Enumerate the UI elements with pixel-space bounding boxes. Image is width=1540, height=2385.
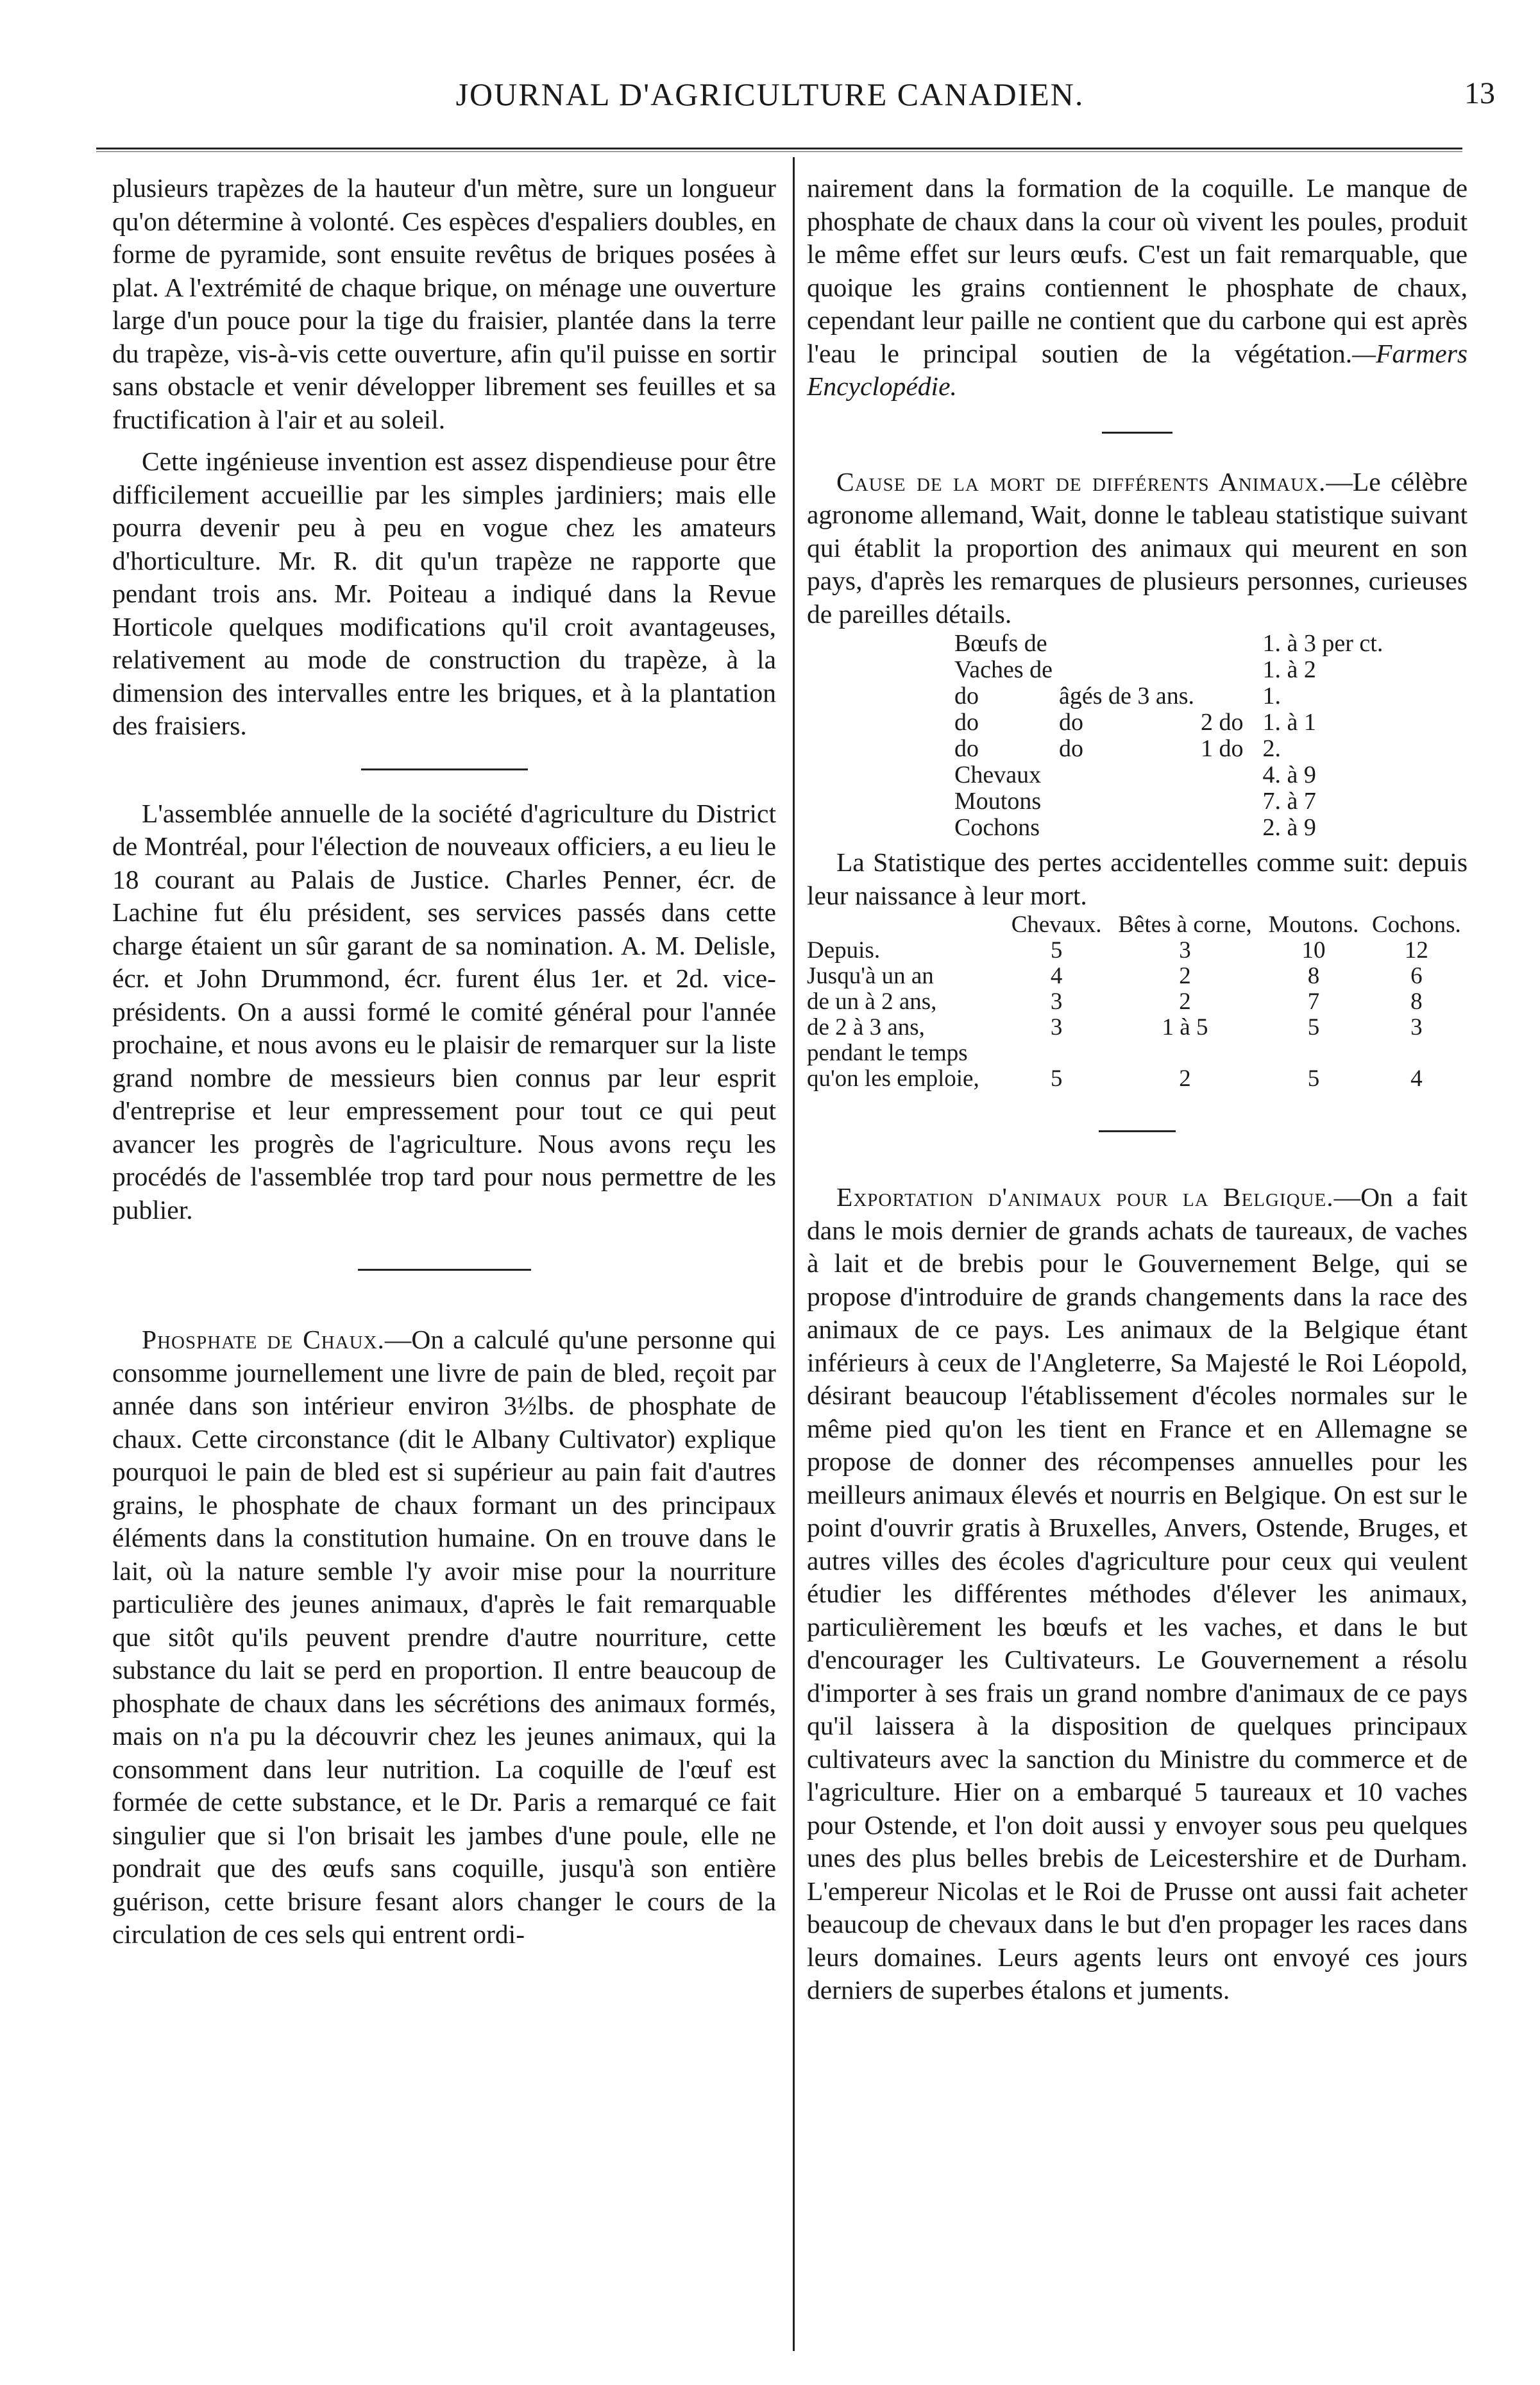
losses-cell: 10 (1301, 937, 1326, 963)
mortality-cell: 4. à 9 (1262, 761, 1316, 788)
losses-cell (1108, 1040, 1262, 1066)
section-divider (358, 1269, 531, 1271)
mortality-row (954, 815, 1389, 841)
mortality-cell: 1. (1262, 683, 1282, 709)
losses-cell: 5 (1307, 1065, 1320, 1092)
right-column (807, 172, 1468, 2007)
losses-cell: 3 (1050, 1014, 1063, 1040)
mortality-row (954, 762, 1389, 788)
accident-statistics-intro: La Statistique des pertes accidentelles comme suit: depuis leur naissance à leur mort. (807, 847, 1468, 910)
mortality-cell (1059, 788, 1201, 815)
mortality-cell: do (1058, 709, 1083, 736)
mortality-cell (1059, 815, 1201, 841)
mortality-cell: 1. à 2 (1262, 656, 1316, 683)
mortality-cell: âgés de 3 ans. (1058, 683, 1195, 709)
losses-row (807, 938, 1468, 963)
mortality-cell: 1 do (1201, 735, 1244, 762)
mortality-cell: do (954, 709, 979, 736)
mortality-table (954, 631, 1389, 841)
mortality-cell: do (954, 735, 979, 762)
losses-cell (1262, 1040, 1366, 1066)
losses-row (807, 963, 1468, 989)
mortality-cell (1201, 631, 1250, 657)
losses-cell (1004, 1040, 1108, 1066)
mortality-cell: Bœufs de (954, 630, 1047, 657)
losses-row (807, 1066, 1468, 1092)
article-phosphate-de-chaux (112, 1323, 776, 1951)
article-body: —Le célèbre agronome allemand, Wait, donne le tableau statistique suivant qui établit la proportion des animaux qui meurent en son pays, d'après les remarques de plusieurs personnes, curieuses de pareilles détails. (807, 466, 1468, 629)
losses-row (807, 1040, 1468, 1066)
article-heading: Phosphate de Chaux. (142, 1325, 385, 1354)
mortality-cell (1201, 762, 1250, 788)
mortality-row (954, 788, 1389, 815)
section-divider (1099, 1130, 1176, 1132)
mortality-cell: 7. à 7 (1262, 788, 1316, 815)
mortality-cell: do (1058, 735, 1083, 762)
article-heading: Cause de la mort de différents Animaux. (836, 466, 1326, 497)
losses-cell: pendant le temps (807, 1040, 968, 1066)
mortality-row (954, 736, 1389, 762)
mortality-cell (1201, 788, 1250, 815)
losses-cell: 3 (1050, 989, 1063, 1015)
left-column (112, 172, 776, 1951)
mortality-cell: Moutons (954, 788, 1042, 815)
page-header (0, 76, 1540, 121)
mortality-cell: 1. à 1 (1262, 709, 1316, 736)
section-divider (1102, 432, 1172, 434)
mortality-cell (1059, 631, 1201, 657)
page-number: 13 (1464, 76, 1495, 110)
mortality-cell: Vaches de (954, 656, 1053, 683)
column-separator (793, 157, 795, 2351)
mortality-cell: 2. (1262, 735, 1282, 762)
article-exportation-belgique (807, 1181, 1468, 2007)
losses-row (807, 1015, 1468, 1040)
losses-header-cell: Bêtes à corne, (1118, 912, 1252, 938)
losses-cell: 8 (1307, 963, 1320, 989)
mortality-cell (1059, 657, 1201, 683)
section-divider (361, 768, 528, 770)
losses-cell: qu'on les emploie, (807, 1065, 979, 1092)
losses-cell: 8 (1410, 989, 1423, 1015)
journal-title: JOURNAL D'AGRICULTURE CANADIEN. (455, 76, 1085, 112)
article-assemblee-annuelle: L'assemblée annuelle de la société d'agriculture du District de Montréal, pour l'élection de nouveaux officiers, a eu lieu le 18 courant au Palais de Justice. Charles Penner, écr. de Lachine fut élu président, ses services passés dans cette charge étaient un sûr garant de sa nomination. A. M. Delisle, écr. et John Drummond, écr. furent élus 1er. et 2d. vice-présidents. On a aussi formé le comité général pour l'année prochaine, et nous avons eu le plaisir de remarquer sur la liste grand nombre de messieurs bien connus par leur esprit d'entreprise et leur empressement pour tout ce qui peut avancer les progrès de l'agriculture. Nous avons reçu les procédés de l'assemblée trop tard pour nous permettre de les publier. (112, 798, 776, 1225)
article-source: —Farmers Encyclopédie. (807, 338, 1468, 401)
losses-cell: 3 (1179, 937, 1191, 963)
article-body: —On a fait dans le mois dernier de grands achats de taureaux, de vaches à lait et de brebis pour le Gouvernement Belge, qui se propose d'introduire de grands changements dans la race des animaux de ce pays. Les animaux de la Belgique étant inférieurs à ceux de l'Angleterre, Sa Majesté le Roi Léopold, désirant beaucoup l'établissement d'écoles normales sur le même pied qu'on les tient en France et en Allemagne se propose de donner des récompenses annuelles pour les meilleurs animaux élevés et nourris en Belgique. On est sur le point d'ouvrir gratis à Bruxelles, Anvers, Ostende, Bruges, et autres villes des écoles d'agriculture pour ceux qui veulent étudier les différentes méthodes d'élever les animaux, particulièrement les bœufs et les vaches, et dans le but d'encourager les Cultivateurs. Le Gouvernement a résolu d'importer à ses frais un grand nombre d'animaux de ce pays qu'il laissera à la disposition de quelques principaux cultivateurs avec la sanction du Ministre du commerce et de l'agriculture. Hier on a embarqué 5 taureaux et 10 vaches pour Ostende, et l'on doit aussi y envoyer sous peu quelques unes des plus belles brebis de Leicestershire et de Durham. L'empereur Nicolas et le Roi de Prusse ont aussi fait acheter beaucoup de chevaux dans le but d'en propager les races dans leurs domaines. Leurs agents leurs ont envoyé ces jours derniers de superbes étalons et juments. (807, 1182, 1468, 2005)
losses-header-cell: Cochons. (1372, 912, 1461, 938)
losses-cell: 12 (1404, 937, 1428, 963)
mortality-cell: Chevaux (954, 761, 1042, 788)
accident-losses-table (807, 912, 1468, 1092)
mortality-row (954, 683, 1389, 709)
article-fraisiers-end: plusieurs trapèzes de la hauteur d'un mètre, sure un longueur qu'on détermine à volonté. Ces espèces d'espaliers doubles, en forme de pyramide, sont ensuite revêtus de briques posées à plat. A l'extrémité de chaque brique, on ménage une ouverture large d'un pouce pour la tige du fraisier, plantée dans la terre du trapèze, vis-à-vis cette ouverture, afin qu'il puisse en sortir sans obstacle et venir développer librement ses feuilles et sa fructification à l'air et au soleil. (112, 173, 776, 434)
losses-cell: de 2 à 3 ans, (807, 1014, 925, 1040)
losses-header-cell (807, 912, 1004, 938)
mortality-cell: 1. à 3 per ct. (1262, 630, 1383, 657)
mortality-cell: Cochons (954, 814, 1040, 841)
losses-cell: 1 à 5 (1162, 1014, 1208, 1040)
article-body: nairement dans la formation de la coquille. Le manque de phosphate de chaux dans la cour où vivent les poules, produit le même effet sur leurs œufs. C'est un fait remarquable, que quoique les grains contiennent le phosphate de chaux, cependant leur paille ne contient que du carbone qui est après l'eau le principal soutien de la végétation. (807, 173, 1468, 368)
header-rule (96, 148, 1462, 152)
losses-cell: Depuis. (807, 937, 881, 963)
losses-cell: 4 (1410, 1065, 1423, 1092)
mortality-cell (1201, 683, 1250, 709)
article-body: —On a calculé qu'une personne qui consomme journellement une livre de pain de bled, reçoit par année dans son intérieur environ 3½lbs. de phosphate de chaux. Cette circonstance (dit le Albany Cultivator) explique pourquoi le pain de bled est si supérieur au pain fait d'autres grains, le phosphate de chaux formant un des principaux éléments dans la constitution humaine. On en trouve dans le lait, où la nature semble l'y avoir mise pour la nourriture particulière des jeunes animaux, d'après le fait remarquable que sitôt qu'ils peuvent prendre d'autre nourriture, cette substance du lait se perd en proportion. Il entre beaucoup de phosphate de chaux dans les sécrétions des animaux formés, mais on n'a pu la découvrir chez les jeunes animaux, qui la consomment dans leur nutrition. La coquille de l'œuf est formée de cette substance, et le Dr. Paris a remarqué ce fait singulier que si l'on brisait les jambes d'une poule, elle ne pondrait que des œufs sans coquille, jusqu'à son entière guérison, cette brisure fesant alors changer le cours de la circulation de ces sels qui entrent ordi- (112, 1325, 776, 1949)
mortality-row (954, 657, 1389, 683)
losses-cell: 5 (1307, 1014, 1320, 1040)
mortality-cell (1201, 815, 1250, 841)
losses-cell: 5 (1050, 1065, 1063, 1092)
mortality-cell: 2 do (1201, 709, 1244, 736)
losses-cell: 5 (1050, 937, 1063, 963)
losses-cell (1366, 1040, 1468, 1066)
article-fraisiers-commentary: Cette ingénieuse invention est assez dispendieuse pour être difficilement accueillie par les simples jardiniers; mais elle pourra devenir peu à peu en vogue chez les amateurs d'horticulture. Mr. R. dit qu'un trapèze ne rapporte que pendant trois ans. Mr. Poiteau a indiqué dans la Revue Horticole quelques modifications qu'il croit avantageuses, relativement au mode de construction du trapèze, à la dimension des intervalles entre les briques, et à la plantation des fraisiers. (112, 446, 776, 740)
losses-cell: 4 (1050, 963, 1063, 989)
mortality-row (954, 709, 1389, 736)
article-phosphate-continued (807, 172, 1468, 403)
mortality-cell (1059, 762, 1201, 788)
losses-cell: 7 (1307, 989, 1320, 1015)
losses-cell: Jusqu'à un an (807, 963, 934, 989)
article-cause-de-mort (807, 466, 1468, 631)
mortality-cell (1201, 657, 1250, 683)
losses-cell: 3 (1410, 1014, 1423, 1040)
losses-header-cell: Moutons. (1268, 912, 1359, 938)
mortality-cell: 2. à 9 (1262, 814, 1316, 841)
losses-cell: 2 (1179, 989, 1191, 1015)
mortality-row (954, 631, 1389, 657)
losses-row (807, 989, 1468, 1015)
losses-cell: 6 (1410, 963, 1423, 989)
article-heading: Exportation d'animaux pour la Belgique. (836, 1182, 1334, 1212)
mortality-cell: do (954, 683, 979, 709)
losses-cell: 2 (1179, 963, 1191, 989)
losses-cell: de un à 2 ans, (807, 989, 937, 1015)
losses-header-cell: Chevaux. (1011, 912, 1102, 938)
losses-cell: 2 (1179, 1065, 1191, 1092)
